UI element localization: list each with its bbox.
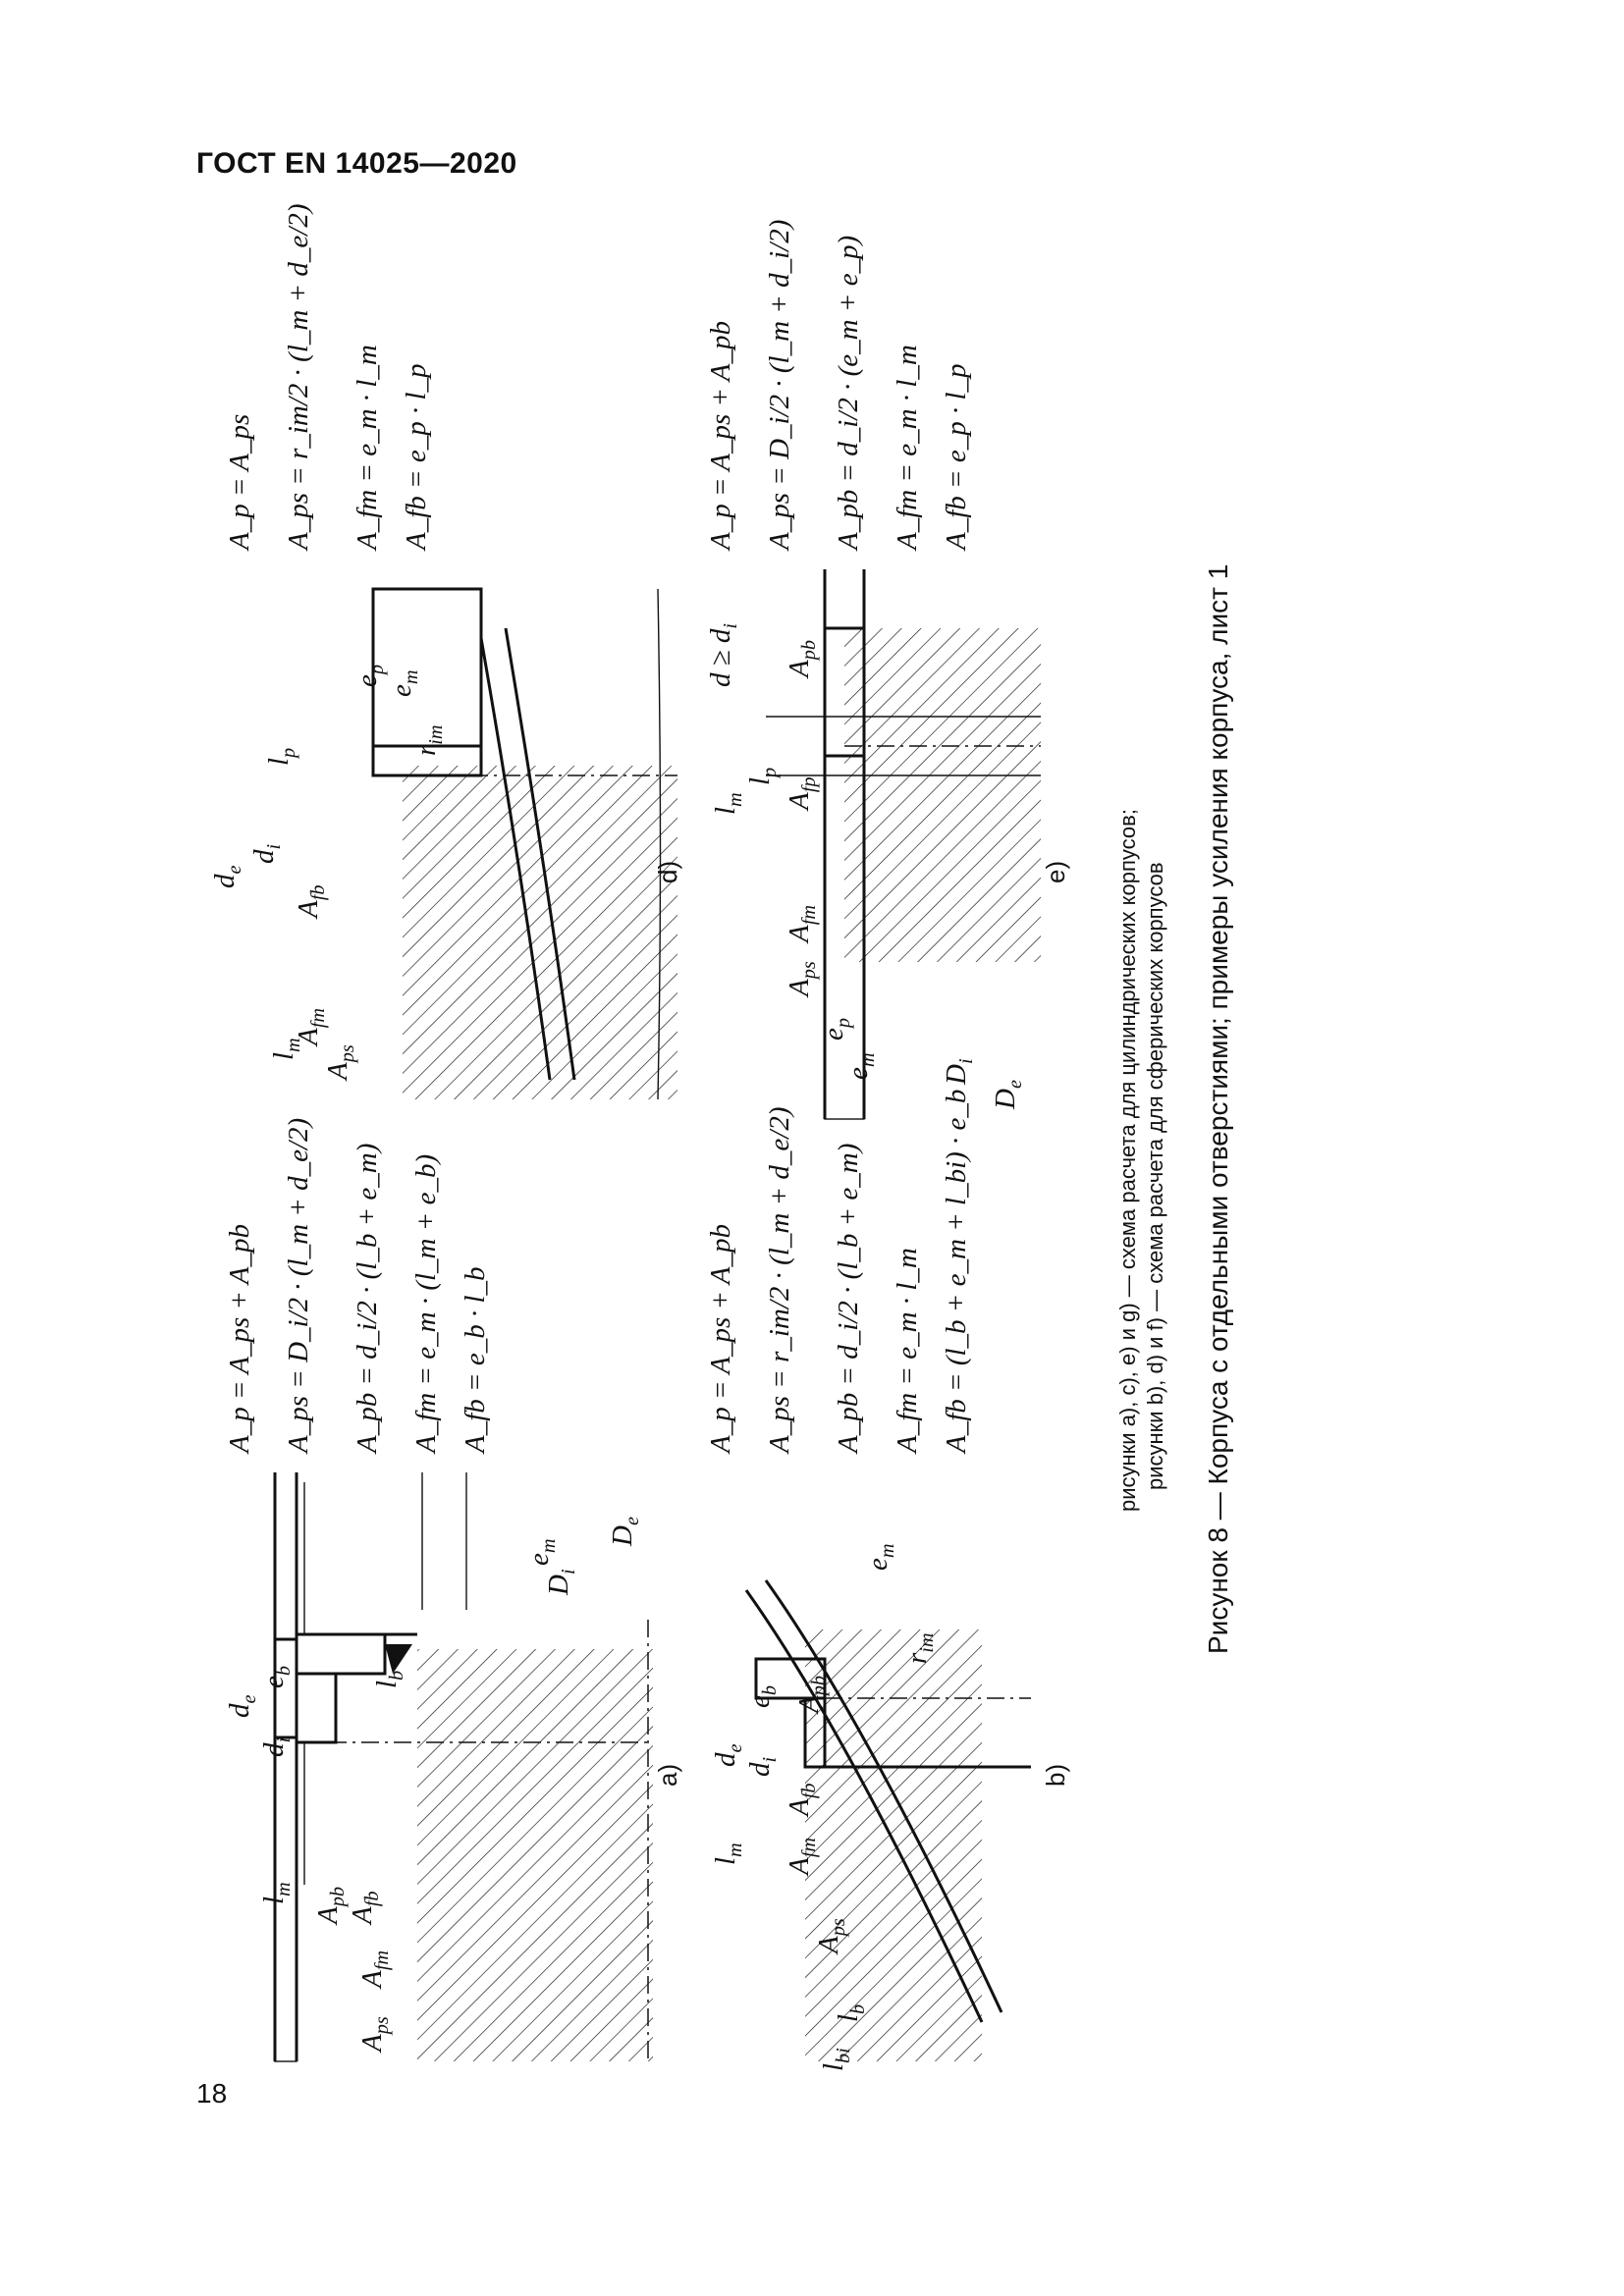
document-header: ГОСТ EN 14025—2020	[196, 147, 517, 180]
label-lp-d: $l_p$	[263, 747, 300, 766]
label-lm-b: $l_m$	[710, 1842, 747, 1865]
formula-a-5: A_fb = e_b · l_b	[460, 1266, 491, 1453]
label-Afm-e: $A_{fm}$	[784, 905, 821, 942]
panel-label-d: d)	[653, 860, 682, 883]
formula-d-4: A_fb = e_p · l_p	[401, 363, 432, 550]
formula-b-4: A_fm = e_m · l_m	[892, 1248, 923, 1453]
figure-note-1: рисунки а), c), e) и g) — схема расчета для цилиндрических корпусов;	[1115, 809, 1140, 1512]
label-Afp-e: $A_{fp}$	[784, 776, 821, 810]
label-ep-d: $e_p$	[352, 664, 389, 687]
label-Afb-b: $A_{fb}$	[784, 1783, 821, 1816]
label-di-a: $d_i$	[258, 1736, 296, 1757]
panel-label-a: a)	[653, 1763, 682, 1787]
weld-mark	[385, 1644, 412, 1674]
label-eb-a: $e_b$	[258, 1665, 296, 1688]
label-em-b: $e_m$	[862, 1543, 899, 1571]
formula-a-3: A_pb = d_i/2 · (l_b + e_m)	[352, 1143, 383, 1453]
label-em-d: $e_m$	[386, 669, 423, 697]
figure-b-drawing	[746, 1472, 1041, 2061]
label-de-b: $d_e$	[710, 1743, 747, 1767]
label-De-e: $D_e$	[990, 1080, 1027, 1109]
formula-b-1: A_p = A_ps + A_pb	[705, 1223, 736, 1453]
formula-a-1: A_p = A_ps + A_pb	[224, 1223, 255, 1453]
label-Di-a: $D_i$	[543, 1569, 580, 1595]
label-Aps-a: $A_{ps}$	[356, 2016, 394, 2052]
label-de-a: $d_e$	[224, 1694, 261, 1718]
formula-d-3: A_fm = e_m · l_m	[352, 345, 383, 550]
hatched-area	[844, 628, 1041, 962]
label-d-ge-di: $d \ge d_i$	[705, 622, 742, 687]
label-De-a: $D_e$	[607, 1517, 644, 1546]
nozzle-pad	[297, 1674, 336, 1742]
panel-label-e: e)	[1041, 860, 1070, 883]
label-Aps-e: $A_{ps}$	[784, 961, 821, 996]
label-Afb-d: $A_{fb}$	[293, 884, 330, 918]
label-Di-e: $D_i$	[941, 1058, 978, 1085]
label-lb-a: $l_b$	[371, 1670, 408, 1688]
figure-a-drawing	[245, 1472, 697, 2061]
label-Afb-a: $A_{fb}$	[347, 1891, 384, 1924]
label-di-b: $d_i$	[744, 1756, 782, 1777]
label-em-e: $e_m$	[842, 1052, 880, 1080]
formula-e-5: A_fb = e_p · l_p	[941, 363, 972, 550]
hatched-area	[403, 766, 677, 1099]
hatched-area	[805, 1629, 982, 2061]
label-Apb-a: $A_{pb}$	[312, 1887, 350, 1924]
label-de-d: $d_e$	[209, 865, 246, 888]
formula-d-2: A_ps = r_im/2 · (l_m + d_e/2)	[283, 203, 314, 550]
label-lm-a: $l_m$	[258, 1882, 296, 1904]
panel-label-b: b)	[1041, 1763, 1070, 1787]
label-em-a: $e_m$	[523, 1538, 561, 1566]
formula-e-3: A_pb = d_i/2 · (e_m + e_p)	[833, 235, 864, 550]
label-Afm-b: $A_{fm}$	[784, 1838, 821, 1875]
label-Aps-b: $A_{ps}$	[813, 1918, 850, 1953]
formula-d-1: A_p = A_ps	[224, 413, 255, 550]
nozzle-wall	[373, 589, 481, 746]
formula-a-2: A_ps = D_i/2 · (l_m + d_e/2)	[283, 1117, 314, 1453]
label-eb-b: $e_b$	[744, 1684, 782, 1708]
label-Afm-a: $A_{fm}$	[356, 1950, 394, 1988]
label-lm-d: $l_m$	[268, 1038, 305, 1060]
label-rim-d: $r_{im}$	[410, 724, 448, 756]
formula-e-2: A_ps = D_i/2 · (l_m + d_i/2)	[764, 219, 795, 550]
hatched-area	[417, 1649, 653, 2061]
label-lp-e: $l_p$	[744, 767, 782, 785]
figure-notes	[1114, 809, 1168, 1512]
formula-e-4: A_fm = e_m · l_m	[892, 345, 923, 550]
label-lm-e: $l_m$	[710, 792, 747, 815]
figure-caption: Рисунок 8 — Корпуса с отдельными отверстиями; примеры усиления корпуса, лист 1	[1203, 563, 1233, 1654]
label-di-d: $d_i$	[248, 843, 286, 864]
page-number: 18	[196, 2078, 228, 2109]
formula-e-1: A_p = A_ps + A_pb	[705, 320, 736, 550]
label-Apb-e: $A_{pb}$	[784, 640, 821, 677]
label-lb-b: $l_b$	[833, 2003, 870, 2022]
nozzle-wall	[297, 1634, 385, 1674]
label-Afm-d: $A_{fm}$	[293, 1008, 330, 1045]
formula-b-5: A_fb = (l_b + e_m + l_bi) · e_b	[941, 1089, 972, 1453]
label-ep-e: $e_p$	[818, 1017, 855, 1041]
label-lbi-b: $l_{bi}$	[818, 2048, 855, 2071]
label-rim-b: $r_{im}$	[901, 1632, 939, 1664]
formula-a-4: A_fm = e_m · (l_m + e_b)	[410, 1153, 442, 1453]
formula-b-3: A_pb = d_i/2 · (l_b + e_m)	[833, 1143, 864, 1453]
label-Aps-d: $A_{ps}$	[322, 1044, 359, 1080]
shell-wall-upper	[275, 1639, 297, 1737]
formula-b-2: A_ps = r_im/2 · (l_m + d_e/2)	[764, 1106, 795, 1453]
label-Apb-b: $A_{pb}$	[793, 1676, 831, 1713]
figure-note-2: рисунки b), d) и f) — схема расчета для сферических корпусов	[1142, 862, 1167, 1490]
